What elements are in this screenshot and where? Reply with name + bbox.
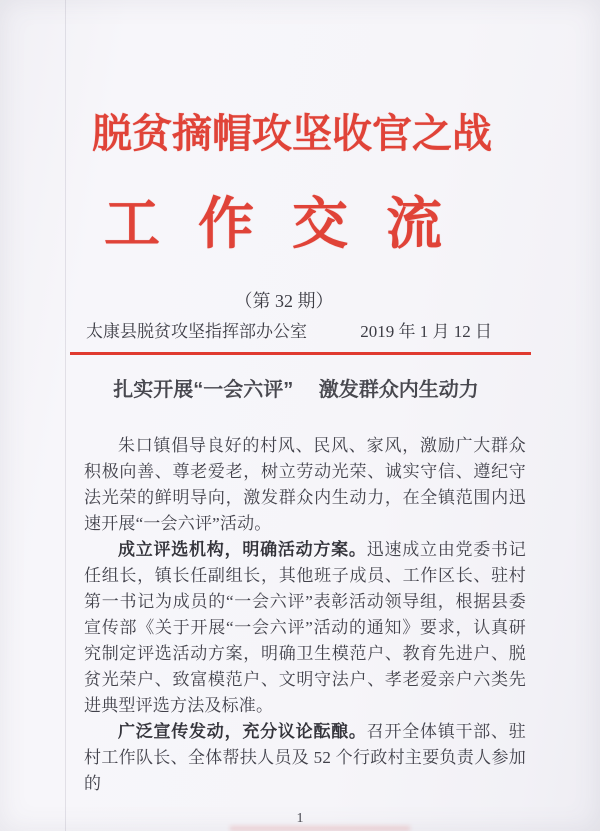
- body-paragraph: [84, 433, 526, 537]
- paragraph-text: 朱口镇倡导良好的村风、民风、家风，激励广大群众积极向善、尊老爱老，树立劳动光荣、诚实守信、遵纪守法光荣的鲜明导向，激发群众内生动力，在全镇范围内迅速开展“一会六评”活动。: [84, 436, 526, 533]
- paragraph-lead: 广泛宣传发动，充分议论酝酿。: [118, 722, 367, 741]
- body-paragraph: [84, 719, 526, 797]
- masthead-name: 工作交流: [104, 194, 480, 256]
- article-body: [84, 433, 526, 797]
- body-paragraph: [84, 537, 526, 719]
- red-divider-rule: [70, 352, 531, 355]
- issue-date: 2019 年 1 月 12 日: [360, 322, 492, 341]
- paragraph-text: 迅速成立由党委书记任组长，镇长任副组长，其他班子成员、工作区长、驻村第一书记为成员的“一会六评”表彰活动领导组，根据县委宣传部《关于开展“一会六评”活动的通知》要求，认真研究制定评选活动方案，明确卫生模范户、教育先进户、脱贫光荣户、致富模范户、文明守法户、孝老爱亲户六类先进典型评选方法及标准。: [84, 540, 526, 715]
- meta-row: [86, 320, 518, 344]
- issuing-office: 太康县脱贫攻坚指挥部办公室: [86, 322, 307, 341]
- page-number: 1: [296, 811, 304, 826]
- paragraph-text: 召开全体镇干部、驻村工作队长、全体帮扶人员及 52 个行政村主要负责人参加的: [84, 722, 526, 793]
- issue-number: （第 32 期）: [234, 291, 334, 311]
- paragraph-lead: 成立评选机构，明确活动方案。: [118, 540, 367, 559]
- article-heading: 扎实开展“一会六评” 激发群众内生动力: [113, 379, 479, 401]
- masthead-title: 脱贫摘帽攻坚收官之战: [92, 111, 492, 156]
